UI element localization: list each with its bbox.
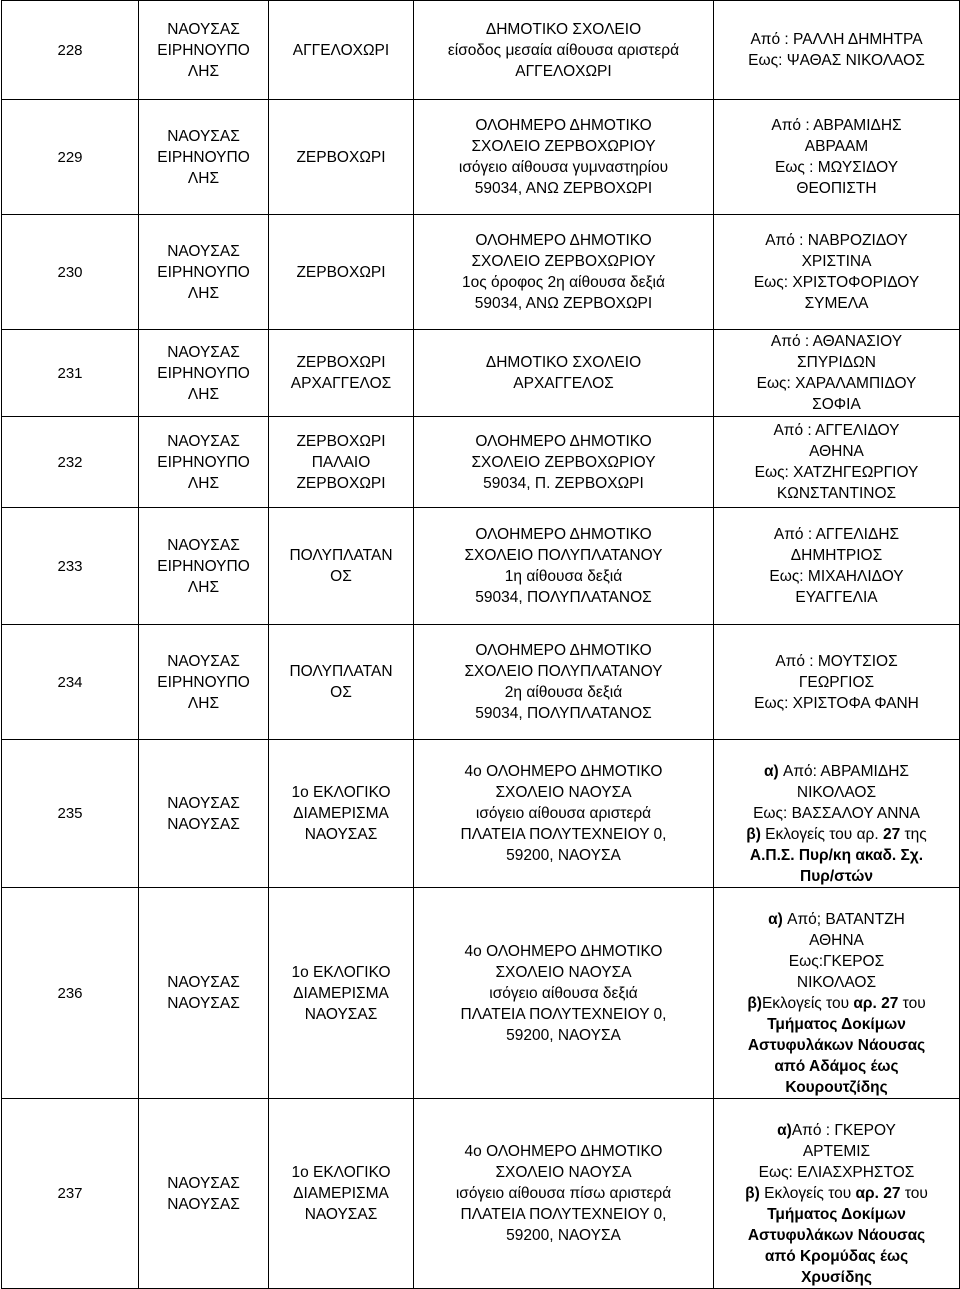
range-text: α) (764, 763, 784, 780)
area-cell: ΝΑΟΥΣΑΣ ΕΙΡΗΝΟΥΠΟ ΛΗΣ (139, 330, 269, 417)
area-cell: ΝΑΟΥΣΑΣ ΝΑΟΥΣΑΣ (139, 888, 269, 1099)
range-text: Α.Π.Σ. Πυρ/κη ακαδ. Σχ. Πυρ/στών (749, 847, 924, 885)
district-cell: ΠΟΛΥΠΛΑΤΑΝ ΟΣ (269, 625, 414, 740)
voter-range-cell: Από : ΜΟΥΤΣΙΟΣ ΓΕΩΡΓΙΟΣ Εως: ΧΡΙΣΤΟΦΑ ΦΑΝΗ (714, 625, 960, 740)
station-number: 234 (2, 625, 139, 740)
range-text: Εκλογείς του (761, 995, 854, 1012)
range-text: β) (746, 826, 766, 843)
range-text: αρ. 27 (855, 1185, 901, 1202)
area-cell: ΝΑΟΥΣΑΣ ΝΑΟΥΣΑΣ (139, 1099, 269, 1289)
district-cell: ΖΕΡΒΟΧΩΡΙ ΑΡΧΑΓΓΕΛΟΣ (269, 330, 414, 417)
location-cell: ΔΗΜΟΤΙΚΟ ΣΧΟΛΕΙΟ ΑΡΧΑΓΓΕΛΟΣ (414, 330, 714, 417)
table-row (2, 330, 960, 417)
range-text: β) (745, 1185, 765, 1202)
voter-range-cell: Από : ΑΓΓΕΛΙΔΟΥ ΑΘΗΝΑ Εως: ΧΑΤΖΗΓΕΩΡΓΙΟΥ ΚΩΝΣΤΑΝΤΙΝΟΣ (714, 417, 960, 508)
range-text: Τμήματος Δοκίμων Αστυφυλάκων Νάουσας από Αδάμος έως Κουρουτζίδης (747, 1016, 926, 1096)
district-cell: 1ο ΕΚΛΟΓΙΚΟ ΔΙΑΜΕΡΙΣΜΑ ΝΑΟΥΣΑΣ (269, 888, 414, 1099)
table-row (2, 740, 960, 888)
area-cell: ΝΑΟΥΣΑΣ ΝΑΟΥΣΑΣ (139, 740, 269, 888)
station-number: 235 (2, 740, 139, 888)
station-number: 232 (2, 417, 139, 508)
table-row (2, 215, 960, 330)
station-number: 229 (2, 100, 139, 215)
location-cell: ΟΛΟΗΜΕΡΟ ΔΗΜΟΤΙΚΟ ΣΧΟΛΕΙΟ ΠΟΛΥΠΛΑΤΑΝΟΥ 1η αίθουσα δεξιά 59034, ΠΟΛΥΠΛΑΤΑΝΟΣ (414, 508, 714, 625)
district-cell: ΖΕΡΒΟΧΩΡΙ (269, 100, 414, 215)
voter-range-cell: Από : ΑΓΓΕΛΙΔΗΣ ΔΗΜΗΤΡΙΟΣ Εως: ΜΙΧΑΗΛΙΔΟΥ ΕΥΑΓΓΕΛΙΑ (714, 508, 960, 625)
location-cell: ΟΛΟΗΜΕΡΟ ΔΗΜΟΤΙΚΟ ΣΧΟΛΕΙΟ ΖΕΡΒΟΧΩΡΙΟΥ ισόγειο αίθουσα γυμναστηρίου 59034, ΑΝΩ ΖΕΡΒΟΧΩΡΙ (414, 100, 714, 215)
range-text: Από: ΑΒΡΑΜΙΔΗΣ ΝΙΚΟΛΑΟΣ Εως: ΒΑΣΣΑΛΟΥ ΑΝΝΑ (753, 763, 920, 822)
station-number: 233 (2, 508, 139, 625)
voter-range-cell: Από : ΑΘΑΝΑΣΙΟΥ ΣΠΥΡΙΔΩΝ Εως: ΧΑΡΑΛΑΜΠΙΔΟΥ ΣΟΦΙΑ (714, 330, 960, 417)
table-row (2, 888, 960, 1099)
range-text: του (904, 1185, 928, 1202)
range-text: β) (747, 995, 762, 1012)
table-row (2, 100, 960, 215)
station-number: 237 (2, 1099, 139, 1289)
voter-range-cell: Από : ΑΒΡΑΜΙΔΗΣ ΑΒΡΑΑΜ Εως : ΜΩΥΣΙΔΟΥ ΘΕΟΠΙΣΤΗ (714, 100, 960, 215)
district-cell: 1ο ΕΚΛΟΓΙΚΟ ΔΙΑΜΕΡΙΣΜΑ ΝΑΟΥΣΑΣ (269, 740, 414, 888)
station-number: 228 (2, 1, 139, 100)
table-row (2, 1099, 960, 1289)
range-text: αρ. 27 (853, 995, 899, 1012)
range-text: 27 (882, 826, 901, 843)
district-cell: ΖΕΡΒΟΧΩΡΙ (269, 215, 414, 330)
voter-range-cell (714, 1099, 960, 1289)
area-cell: ΝΑΟΥΣΑΣ ΕΙΡΗΝΟΥΠΟ ΛΗΣ (139, 417, 269, 508)
table-row (2, 1, 960, 100)
voter-range-cell: Από : ΝΑΒΡΟΖΙΔΟΥ ΧΡΙΣΤΙΝΑ Εως: ΧΡΙΣΤΟΦΟΡΙΔΟΥ ΣΥΜΕΛΑ (714, 215, 960, 330)
area-cell: ΝΑΟΥΣΑΣ ΕΙΡΗΝΟΥΠΟ ΛΗΣ (139, 215, 269, 330)
location-cell: ΟΛΟΗΜΕΡΟ ΔΗΜΟΤΙΚΟ ΣΧΟΛΕΙΟ ΖΕΡΒΟΧΩΡΙΟΥ 59034, Π. ΖΕΡΒΟΧΩΡΙ (414, 417, 714, 508)
area-cell: ΝΑΟΥΣΑΣ ΕΙΡΗΝΟΥΠΟ ΛΗΣ (139, 508, 269, 625)
district-cell: ΖΕΡΒΟΧΩΡΙ ΠΑΛΑΙΟ ΖΕΡΒΟΧΩΡΙ (269, 417, 414, 508)
voter-range-cell (714, 888, 960, 1099)
district-cell: 1ο ΕΚΛΟΓΙΚΟ ΔΙΑΜΕΡΙΣΜΑ ΝΑΟΥΣΑΣ (269, 1099, 414, 1289)
voter-range-cell: Από : ΡΑΛΛΗ ΔΗΜΗΤΡΑ Εως: ΨΑΘΑΣ ΝΙΚΟΛΑΟΣ (714, 1, 960, 100)
range-text: α) (768, 911, 788, 928)
location-cell: 4ο ΟΛΟΗΜΕΡΟ ΔΗΜΟΤΙΚΟ ΣΧΟΛΕΙΟ ΝΑΟΥΣΑ ισόγειο αίθουσα αριστερά ΠΛΑΤΕΙΑ ΠΟΛΥΤΕΧΝΕΙΟΥ 0, 59200, ΝΑΟΥΣΑ (414, 740, 714, 888)
location-cell: 4ο ΟΛΟΗΜΕΡΟ ΔΗΜΟΤΙΚΟ ΣΧΟΛΕΙΟ ΝΑΟΥΣΑ ισόγειο αίθουσα δεξιά ΠΛΑΤΕΙΑ ΠΟΛΥΤΕΧΝΕΙΟΥ 0, 59200, ΝΑΟΥΣΑ (414, 888, 714, 1099)
station-number: 231 (2, 330, 139, 417)
location-cell: ΟΛΟΗΜΕΡΟ ΔΗΜΟΤΙΚΟ ΣΧΟΛΕΙΟ ΠΟΛΥΠΛΑΤΑΝΟΥ 2η αίθουσα δεξιά 59034, ΠΟΛΥΠΛΑΤΑΝΟΣ (414, 625, 714, 740)
voter-range-cell (714, 740, 960, 888)
polling-stations-table (1, 0, 960, 1289)
table-row (2, 508, 960, 625)
range-text: Από : ΓΚΕΡΟΥ ΑΡΤΕΜΙΣ Εως: ΕΛΙΑΣΧΡΗΣΤΟΣ (758, 1122, 915, 1181)
location-cell: 4ο ΟΛΟΗΜΕΡΟ ΔΗΜΟΤΙΚΟ ΣΧΟΛΕΙΟ ΝΑΟΥΣΑ ισόγειο αίθουσα πίσω αριστερά ΠΛΑΤΕΙΑ ΠΟΛΥΤΕΧΝΕΙΟΥ 0, 59200, ΝΑΟΥΣΑ (414, 1099, 714, 1289)
location-cell: ΟΛΟΗΜΕΡΟ ΔΗΜΟΤΙΚΟ ΣΧΟΛΕΙΟ ΖΕΡΒΟΧΩΡΙΟΥ 1ος όροφος 2η αίθουσα δεξιά 59034, ΑΝΩ ΖΕΡΒΟΧΩΡΙ (414, 215, 714, 330)
range-text: Τμήματος Δοκίμων Αστυφυλάκων Νάουσας από Κρομύδας έως Χρυσίδης (747, 1206, 926, 1286)
district-cell: ΠΟΛΥΠΛΑΤΑΝ ΟΣ (269, 508, 414, 625)
district-cell: ΑΓΓΕΛΟΧΩΡΙ (269, 1, 414, 100)
range-text: Εκλογείς του αρ. (765, 826, 883, 843)
area-cell: ΝΑΟΥΣΑΣ ΕΙΡΗΝΟΥΠΟ ΛΗΣ (139, 625, 269, 740)
range-text: Από; ΒΑΤΑΝΤΖΗ ΑΘΗΝΑ Εως:ΓΚΕΡΟΣ ΝΙΚΟΛΑΟΣ (787, 911, 905, 991)
range-text: Εκλογείς του (764, 1185, 856, 1202)
location-cell: ΔΗΜΟΤΙΚΟ ΣΧΟΛΕΙΟ είσοδος μεσαία αίθουσα αριστερά ΑΓΓΕΛΟΧΩΡΙ (414, 1, 714, 100)
area-cell: ΝΑΟΥΣΑΣ ΕΙΡΗΝΟΥΠΟ ΛΗΣ (139, 100, 269, 215)
station-number: 230 (2, 215, 139, 330)
area-cell: ΝΑΟΥΣΑΣ ΕΙΡΗΝΟΥΠΟ ΛΗΣ (139, 1, 269, 100)
station-number: 236 (2, 888, 139, 1099)
range-text: του (902, 995, 926, 1012)
table-row (2, 417, 960, 508)
table-row (2, 625, 960, 740)
range-text: της (904, 826, 927, 843)
range-text: α) (777, 1122, 792, 1139)
